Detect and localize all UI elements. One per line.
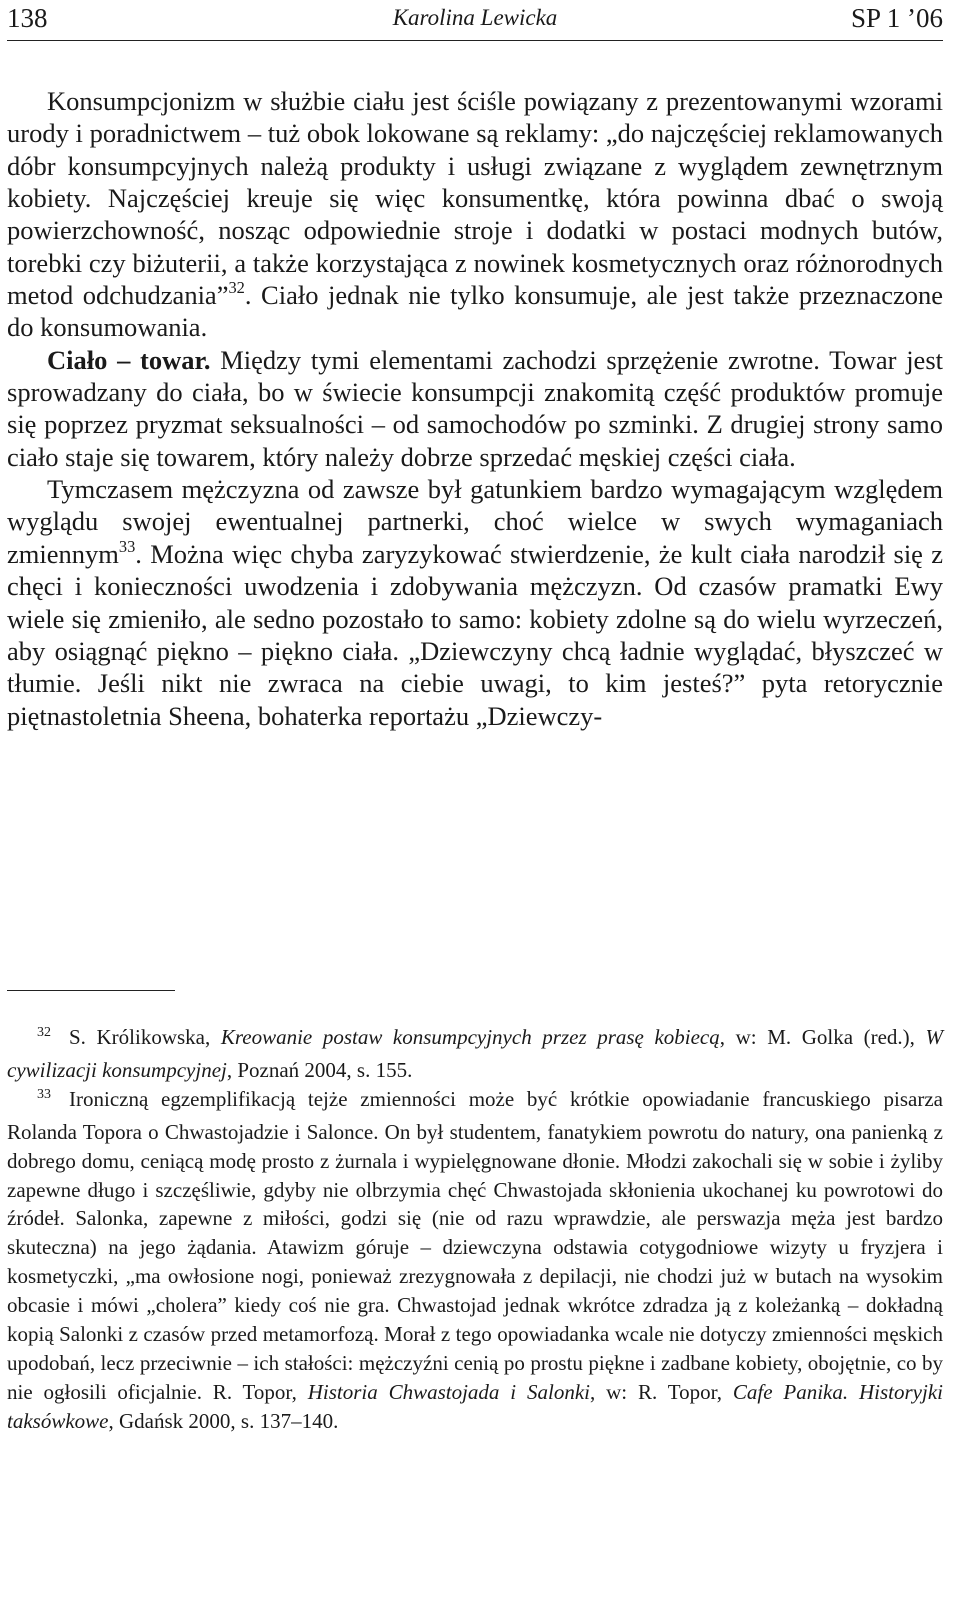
footnote-text: , w: R. Topor, [589, 1379, 733, 1404]
footnote-number: 33 [37, 1086, 51, 1102]
footnote-text: , Poznań 2004, s. 155. [226, 1057, 413, 1082]
author-name: Karolina Lewicka [392, 5, 558, 30]
running-header [7, 0, 943, 41]
paragraph-3-text-cont: . Można więc chyba zaryzykować stwierdzenie, że kult ciała narodził się z chęci i konieczności uwodzenia i zdobywania mężczyzn. Od czasów pramatki Ewy wiele się zmieniło, ale sedno pozostało to samo: kobiety zdolne są do wielu wyrzeczeń, aby osiągnąć piękno – piękno ciała. „Dziewczyny chcą ładnie wyglądać, błyszczeć w tłumie. Jeśli nikt nie zwraca na ciebie uwagi, to kim jesteś?” pyta retorycznie piętnastoletnia Sheena, bohaterka reportażu „Dziewczy- [7, 538, 943, 731]
journal-issue: SP 1 ’06 [850, 3, 943, 33]
footnote-32 [7, 1023, 943, 1085]
cited-title: Cafe Panika. Historyjki taksówkowe [7, 1379, 943, 1433]
footnote-text: , w: M. Golka (red.), [719, 1025, 926, 1049]
footnote-33 [7, 1085, 943, 1436]
cited-title: Historia Chwastojada i Salonki [307, 1379, 590, 1404]
cited-title: Kreowanie postaw konsumpcyjnych przez prasę kobiecą [220, 1025, 720, 1049]
footnote-ref-33[interactable]: 33 [118, 537, 136, 557]
paragraph-2 [7, 344, 943, 473]
page-number: 138 [7, 3, 48, 33]
footnote-text: , Gdańsk 2000, s. 137–140. [108, 1408, 339, 1433]
bold-lead-phrase: Ciało – towar. [47, 344, 211, 375]
footnote-text: Ironiczną egzemplifikacją tejże zmienności może być krótkie opowiadanie francuskiego pisarza Rolanda Topora o Chwastojadzie i Salonce. On był studentem, fanatykiem powrotu do natury, ona panienką z dobrego domu, ceniącą modę prosto z żurnala i wypielęgnowane dłonie. Młodzi zakochali się w sobie i żyliby zapewne długo i szczęśliwie, gdyby nie olbrzymia chęć Chwastojada skłonienia ukochanej ku powrotowi do źródeł. Salonka, zapewne z miłości, godzi się (nie od razu wprawdzie, ale perswazja męża jest bardzo skuteczna) na jego żądania. Atawizm góruje – dziewczyna odstawia cotygodniowe wizyty u fryzjera i kosmetyczki, „ma owłosione nogi, ponieważ zrezygnowała z depilacji, nie chodzi już w butach na wysokim obcasie i mówi „cholera” kiedy coś nie gra. Chwastojad jednak wkrótce zdradza ją z koleżanką – dokładną kopią Salonki z czasów przed metamorfozą. Morał z tego opowiadanka wcale nie dotyczy zmienności męskich upodobań, lecz przeciwnie – ich stałości: mężczyźni cenią po prostu piękne i zadbane kobiety, obojętnie, co by nie ogłosili oficjalnie. R. Topor, [7, 1086, 943, 1404]
cited-title: W cywilizacji konsumpcyjnej [7, 1025, 943, 1082]
paragraph-1-text-cont: . Ciało jednak nie tylko konsumuje, ale jest także przeznaczone do konsumowania. [7, 280, 943, 343]
paragraph-2-text: Między tymi elementami zachodzi sprzężenie zwrotne. Towar jest sprowadzany do ciała, bo w świecie konsumpcji znakomitą część produktów promuje się poprzez pryzmat seksualności – od samochodów po szminki. Z drugiej strony samo ciało staje się towarem, który należy dobrze sprzedać męskiej części ciała. [7, 344, 943, 472]
footnotes [7, 1023, 943, 1436]
paragraph-3-text: Tymczasem mężczyzna od zawsze był gatunkiem bardzo wymagającym względem wyglądu swojej ewentualnej partnerki, choć wielce w swych wymaganiach zmiennym [7, 474, 943, 569]
footnote-divider [7, 990, 175, 991]
main-text [7, 85, 943, 732]
paragraph-3 [7, 473, 943, 732]
footnote-text: S. Królikowska, [69, 1025, 221, 1049]
footnote-ref-32[interactable]: 32 [228, 278, 245, 298]
footnote-number: 32 [37, 1025, 51, 1040]
paragraph-1 [7, 85, 943, 344]
paragraph-1-text: Konsumpcjonizm w służbie ciału jest ściśle powiązany z prezentowanymi wzorami urody i poradnictwem – tuż obok lokowane są reklamy: „do najczęściej reklamowanych dóbr konsumpcyjnych należą produkty i usługi związane z wyglądem zewnętrznym kobiety. Najczęściej kreuje się więc konsumentkę, która powinna dbać o swoją powierzchowność, nosząc odpowiednie stroje i dodatki w postaci modnych butów, torebki czy biżuterii, a także korzystająca z nowinek kosmetycznych oraz różnorodnych metod odchudzania” [7, 86, 943, 311]
